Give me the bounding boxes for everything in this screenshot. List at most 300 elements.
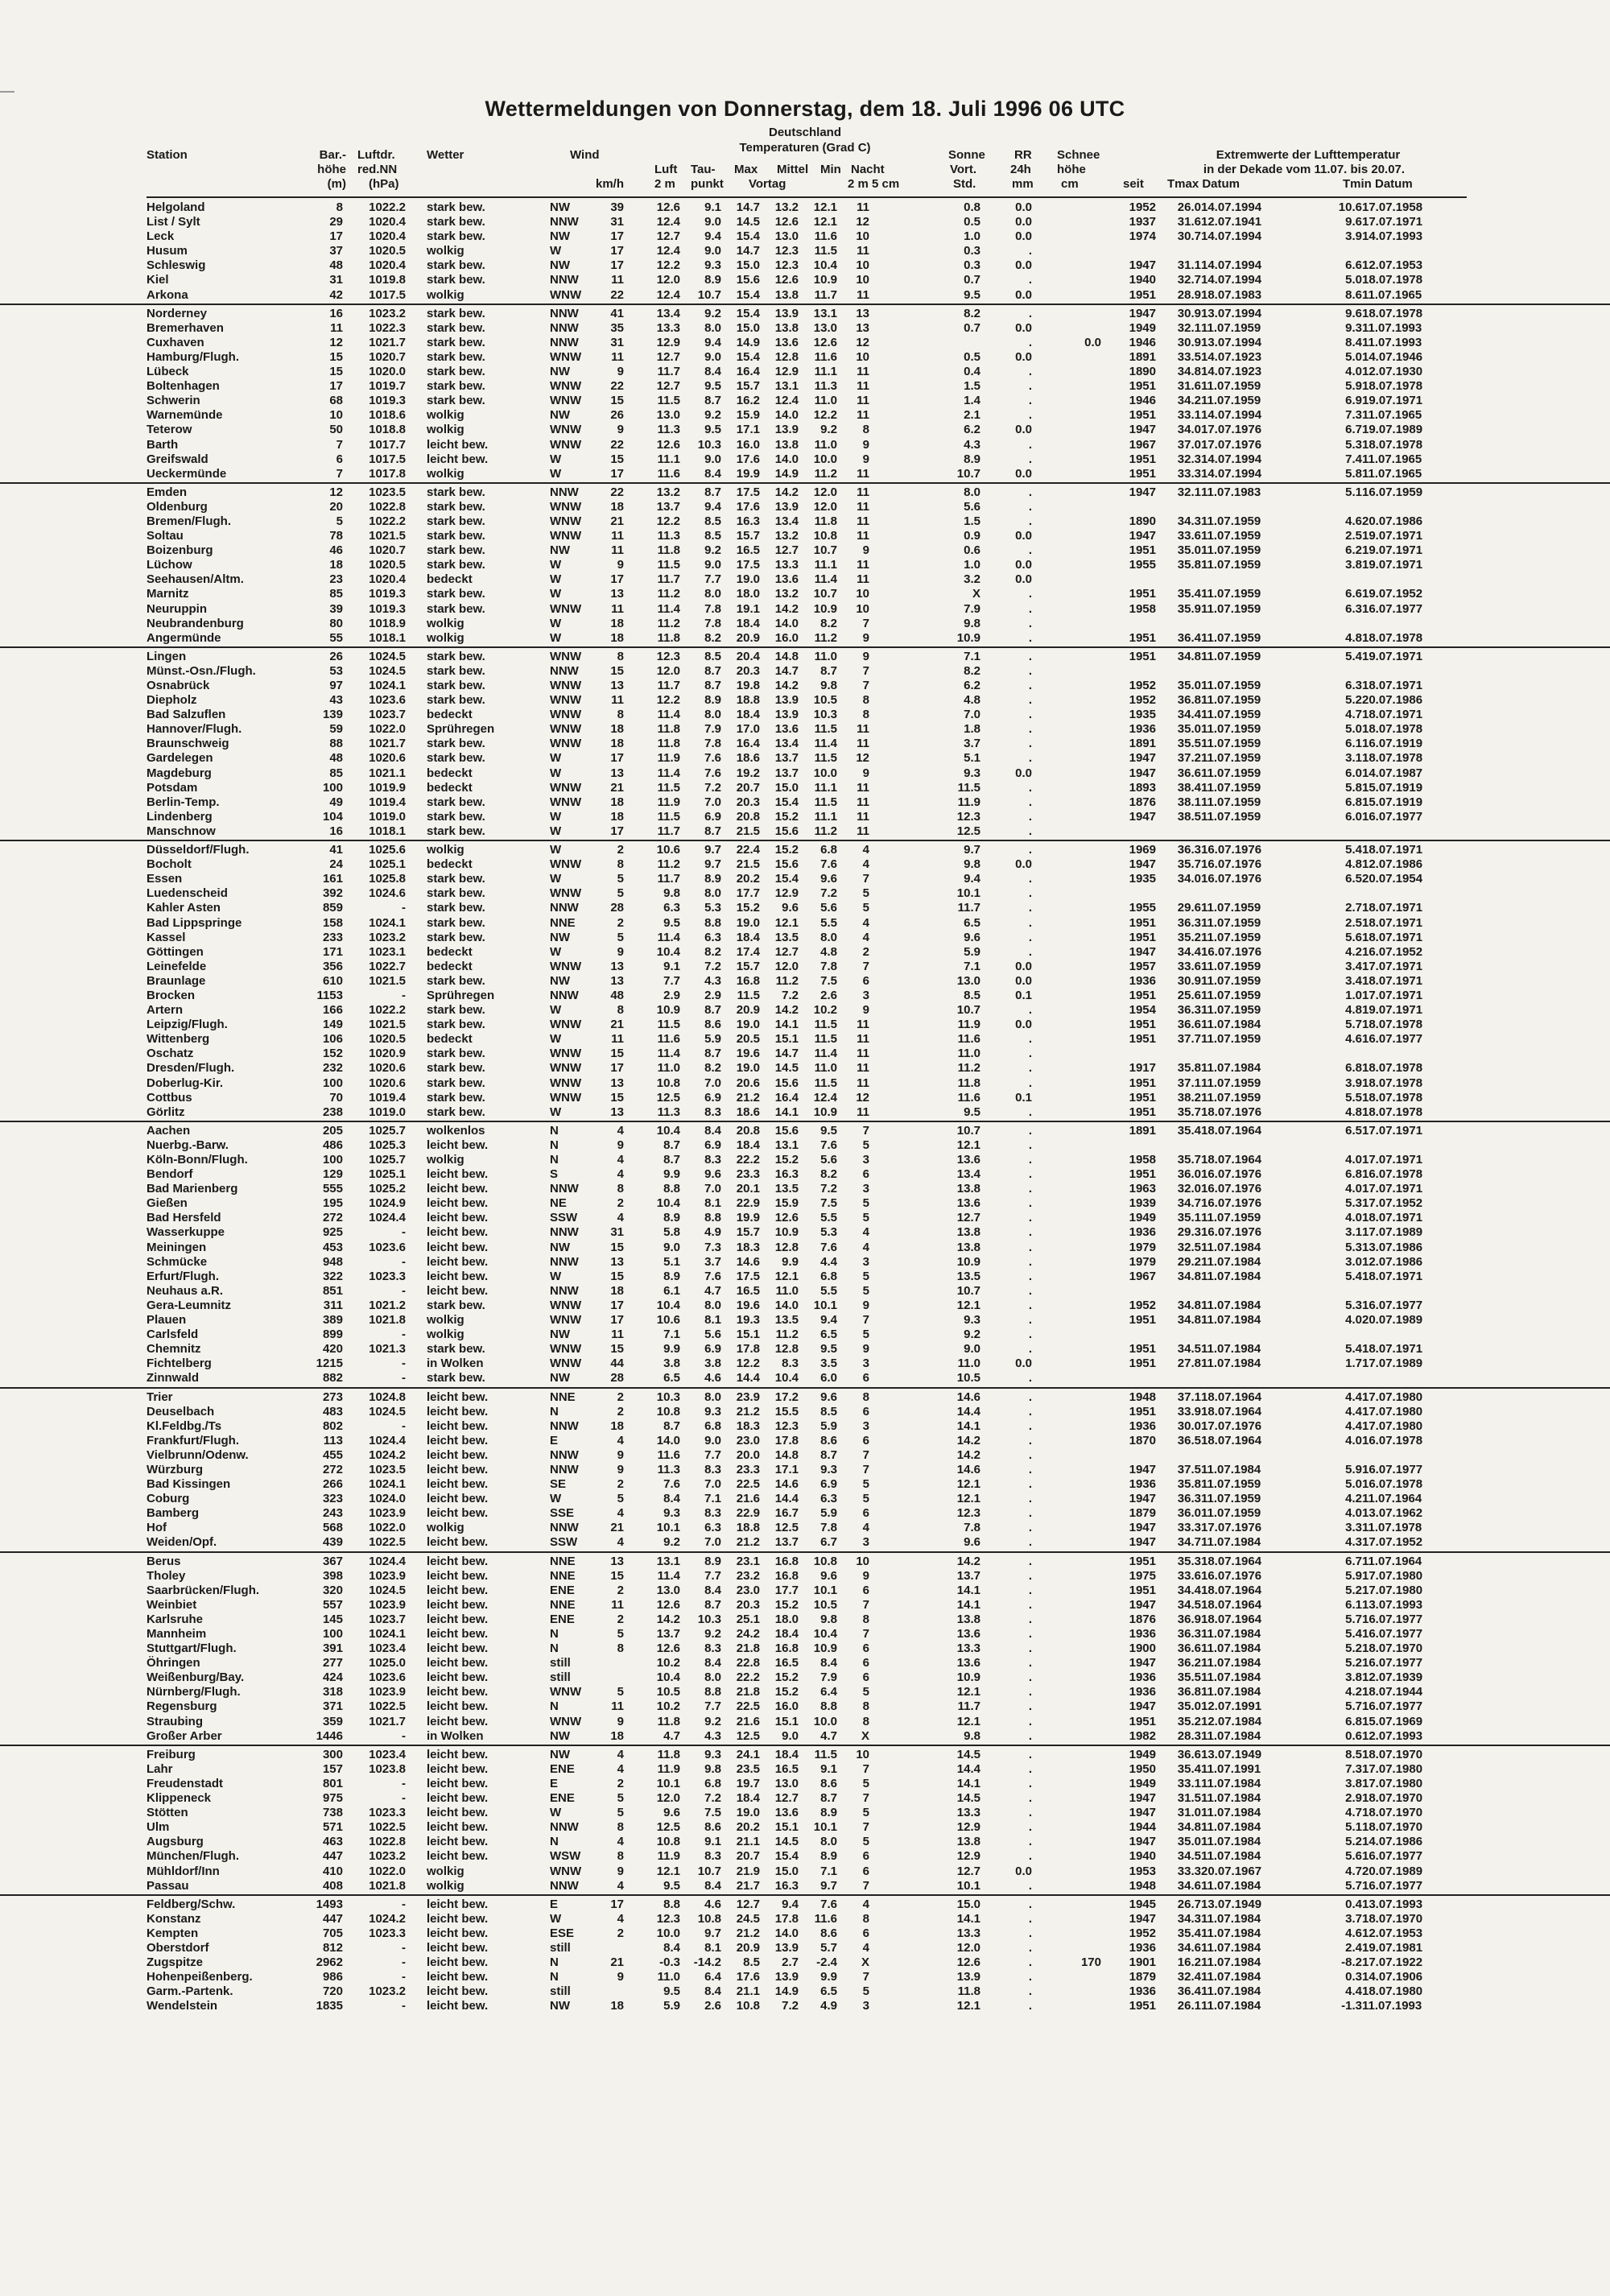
cell-dew-point: 7.7 <box>704 1699 721 1714</box>
table-row <box>0 529 1610 543</box>
cell-night-2m: 11 <box>857 466 869 481</box>
cell-temp-max: 19.7 <box>736 1776 760 1790</box>
cell-tmin-value: 1.7 <box>1345 1357 1362 1371</box>
cell-wind-direction: SSE <box>550 1506 575 1521</box>
table-row <box>0 1091 1610 1105</box>
table-row <box>0 602 1610 617</box>
table-row <box>0 244 1610 258</box>
cell-weather: stark bew. <box>427 365 485 379</box>
cell-wind-speed: 28 <box>610 901 624 915</box>
cell-wind-direction: WNW <box>550 1342 582 1357</box>
cell-air-temp: 4.7 <box>663 1728 680 1743</box>
cell-night-2m: 2 <box>862 944 869 959</box>
cell-dew-point: 9.4 <box>704 229 721 244</box>
cell-wind-direction: N <box>550 1699 559 1714</box>
cell-precipitation: . <box>1028 722 1032 737</box>
cell-tmin-value: 5.0 <box>1345 273 1362 287</box>
cell-tmin-value: 5.0 <box>1345 1477 1362 1492</box>
cell-night-2m: 7 <box>862 1447 869 1462</box>
cell-air-temp: 8.7 <box>663 1418 680 1433</box>
table-row <box>0 1390 1610 1405</box>
cell-sunshine: 3.7 <box>964 737 980 751</box>
cell-wind-direction: NNW <box>550 1521 579 1535</box>
cell-station: Mannheim <box>147 1627 207 1641</box>
cell-air-temp: 13.4 <box>656 306 680 320</box>
cell-tmin-value: 5.4 <box>1345 1627 1362 1641</box>
cell-temp-max: 14.5 <box>736 215 760 229</box>
cell-sunshine: 11.7 <box>957 901 980 915</box>
header-rr2: 24h <box>1010 163 1031 176</box>
cell-barometer-height: 8 <box>336 200 343 214</box>
cell-night-2m: 9 <box>862 543 869 558</box>
cell-wind-speed: 2 <box>617 1583 624 1597</box>
cell-temp-min: 6.9 <box>820 1477 837 1492</box>
cell-air-temp: 11.6 <box>657 466 680 481</box>
cell-pressure: - <box>402 988 406 1002</box>
cell-sunshine: 13.8 <box>956 1612 980 1626</box>
cell-temp-mean: 12.8 <box>774 1240 799 1254</box>
cell-night-2m: 6 <box>862 1670 869 1685</box>
cell-temp-min: 5.6 <box>820 1153 837 1167</box>
cell-weather: stark bew. <box>427 587 485 601</box>
cell-precipitation: . <box>1028 649 1032 663</box>
cell-record-since: 1893 <box>1129 780 1156 795</box>
header-tmin: Tmin Datum <box>1343 177 1413 191</box>
cell-wind-direction: NNW <box>550 306 579 320</box>
cell-air-temp: 12.3 <box>656 1911 680 1926</box>
cell-tmin-date: 15.07.1969 <box>1362 1714 1423 1728</box>
cell-night-2m: 5 <box>862 1835 869 1849</box>
cell-pressure: - <box>402 1328 406 1342</box>
cell-tmax-value: 35.2 <box>1177 930 1201 944</box>
cell-tmax-date: 11.07.1959 <box>1201 601 1261 616</box>
cell-tmax-value: 37.0 <box>1177 437 1201 452</box>
cell-temp-mean: 13.6 <box>774 1806 799 1820</box>
cell-wind-direction: NW <box>550 1728 570 1743</box>
cell-tmax-value: 33.1 <box>1177 1776 1201 1790</box>
cell-tmin-date: 20.07.1986 <box>1362 514 1423 528</box>
cell-temp-max: 23.5 <box>736 1761 760 1776</box>
cell-record-since: 1946 <box>1129 335 1156 349</box>
cell-weather: leicht bew. <box>427 1670 489 1685</box>
cell-night-2m: 11 <box>857 1061 869 1076</box>
cell-record-since: 1953 <box>1129 1864 1156 1878</box>
cell-tmin-date: 20.07.1986 <box>1362 693 1423 708</box>
cell-precipitation: . <box>1028 1641 1032 1656</box>
cell-barometer-height: 899 <box>322 1328 343 1342</box>
cell-record-since: 1952 <box>1129 1926 1156 1940</box>
cell-sunshine: 14.1 <box>956 1583 980 1597</box>
cell-barometer-height: 447 <box>322 1849 343 1864</box>
cell-weather: wolkig <box>427 843 464 857</box>
cell-night-2m: 13 <box>856 306 869 320</box>
cell-wind-speed: 18 <box>610 737 624 751</box>
cell-precipitation: . <box>1028 1492 1032 1506</box>
cell-tmax-value: 35.7 <box>1177 857 1201 872</box>
cell-night-2m: 3 <box>862 1535 869 1550</box>
cell-weather: stark bew. <box>427 1076 485 1090</box>
cell-weather: bedeckt <box>427 708 473 722</box>
cell-dew-point: 9.1 <box>704 200 721 214</box>
cell-precipitation: . <box>1028 1670 1032 1685</box>
cell-tmin-date: 19.07.1952 <box>1362 587 1423 601</box>
cell-dew-point: 9.5 <box>704 423 721 437</box>
header-luft3: (hPa) <box>369 177 399 191</box>
cell-temp-min: 12.2 <box>813 408 837 423</box>
cell-weather: stark bew. <box>427 930 485 944</box>
cell-pressure: 1022.2 <box>369 514 406 528</box>
cell-temp-max: 19.0 <box>736 1018 760 1032</box>
cell-temp-max: 18.3 <box>736 1240 760 1254</box>
cell-dew-point: 6.9 <box>704 1138 721 1152</box>
cell-dew-point: 9.5 <box>704 379 721 394</box>
table-row <box>0 1167 1610 1182</box>
cell-tmin-value: 4.0 <box>1345 1153 1362 1167</box>
cell-air-temp: 11.7 <box>657 872 680 886</box>
table-row <box>0 423 1610 437</box>
cell-weather: in Wolken <box>427 1728 484 1743</box>
cell-tmin-value: 4.4 <box>1345 1390 1362 1404</box>
cell-precipitation: . <box>1028 1477 1032 1492</box>
table-row <box>0 872 1610 886</box>
cell-pressure: 1023.9 <box>369 1506 406 1521</box>
cell-dew-point: 8.0 <box>704 708 721 722</box>
cell-weather: stark bew. <box>427 543 485 558</box>
cell-tmax-value: 32.4 <box>1177 1970 1201 1984</box>
cell-night-2m: 11 <box>857 558 869 572</box>
cell-temp-max: 20.9 <box>736 1940 760 1955</box>
cell-pressure: 1023.6 <box>369 1670 406 1685</box>
cell-night-2m: 8 <box>862 693 869 708</box>
cell-night-2m: X <box>861 1955 869 1970</box>
cell-weather: stark bew. <box>427 751 485 766</box>
cell-temp-min: 7.5 <box>820 973 837 988</box>
cell-station: Berus <box>147 1554 181 1568</box>
cell-dew-point: 4.9 <box>704 1225 721 1240</box>
cell-night-2m: 4 <box>862 843 869 857</box>
cell-tmin-value: 4.2 <box>1345 1685 1362 1699</box>
cell-tmin-date: 12.07.1953 <box>1362 1926 1423 1940</box>
cell-precipitation: . <box>1028 437 1032 452</box>
cell-pressure: 1021.7 <box>369 1714 406 1728</box>
cell-tmax-date: 13.07.1994 <box>1201 306 1262 320</box>
cell-temp-mean: 13.8 <box>774 320 799 335</box>
cell-weather: stark bew. <box>427 601 485 616</box>
cell-pressure: 1022.5 <box>369 1699 406 1714</box>
cell-wind-speed: 5 <box>617 1791 624 1806</box>
cell-dew-point: 8.7 <box>704 663 721 678</box>
cell-wind-speed: 4 <box>617 1153 624 1167</box>
header-nacht: Nacht <box>851 163 885 176</box>
cell-sunshine: 12.3 <box>956 809 980 824</box>
cell-tmax-date: 16.07.1976 <box>1201 872 1262 886</box>
cell-pressure: 1023.5 <box>369 1462 406 1476</box>
cell-temp-mean: 13.9 <box>774 693 799 708</box>
cell-air-temp: 13.2 <box>656 485 680 499</box>
cell-record-since: 1951 <box>1129 1404 1156 1418</box>
cell-wind-direction: W <box>550 944 562 959</box>
cell-precipitation: . <box>1028 1047 1032 1061</box>
cell-barometer-height: 41 <box>329 843 343 857</box>
cell-station: Meiningen <box>147 1240 207 1254</box>
cell-air-temp: 12.7 <box>656 229 680 244</box>
cell-temp-min: 7.2 <box>820 886 837 901</box>
cell-tmin-date: 11.07.1965 <box>1362 408 1422 423</box>
cell-weather: stark bew. <box>427 1047 485 1061</box>
cell-station: Magdeburg <box>147 766 212 780</box>
cell-pressure: 1023.3 <box>369 1926 406 1940</box>
cell-temp-max: 21.1 <box>736 1835 760 1849</box>
cell-night-2m: 11 <box>857 529 869 543</box>
cell-tmin-date: 17.07.1971 <box>1362 1153 1423 1167</box>
cell-air-temp: 10.9 <box>656 1003 680 1018</box>
cell-dew-point: 6.9 <box>704 1342 721 1357</box>
cell-barometer-height: 1446 <box>316 1728 343 1743</box>
cell-tmin-date: 16.07.1978 <box>1362 1167 1423 1182</box>
cell-tmin-value: 6.3 <box>1345 679 1362 692</box>
cell-tmin-date: 18.07.1970 <box>1362 1820 1423 1835</box>
cell-tmin-date: 18.07.1944 <box>1362 1685 1423 1699</box>
cell-temp-mean: 7.2 <box>782 988 799 1002</box>
cell-tmax-value: 35.9 <box>1177 601 1201 616</box>
cell-wind-speed: 2 <box>617 915 624 930</box>
cell-temp-mean: 15.2 <box>774 1153 799 1167</box>
cell-tmin-value: 5.7 <box>1345 1878 1362 1893</box>
header-bar3: (m) <box>327 177 346 191</box>
cell-wind-direction: NNE <box>550 1554 576 1568</box>
cell-wind-speed: 5 <box>617 1492 624 1506</box>
cell-station: Hamburg/Flugh. <box>147 349 239 364</box>
header-tau1: Tau- <box>691 163 716 176</box>
cell-wind-speed: 21 <box>610 1955 624 1970</box>
cell-sunshine: 7.9 <box>964 601 980 616</box>
header-schnee2: höhe <box>1057 163 1086 176</box>
cell-temp-min: 10.9 <box>813 1641 837 1656</box>
cell-night-2m: 7 <box>862 872 869 886</box>
cell-tmax-date: 16.07.1976 <box>1201 1182 1262 1196</box>
cell-pressure: 1022.3 <box>369 320 406 335</box>
cell-temp-min: 10.9 <box>813 273 837 287</box>
cell-temp-mean: 14.1 <box>774 1018 799 1032</box>
cell-weather: leicht bew. <box>427 1970 489 1984</box>
cell-wind-speed: 31 <box>610 335 624 349</box>
cell-temp-mean: 16.7 <box>774 1506 799 1521</box>
cell-precipitation: . <box>1028 1911 1032 1926</box>
cell-precipitation: . <box>1028 1926 1032 1940</box>
header-kmh: km/h <box>596 177 625 191</box>
cell-precipitation: . <box>1028 1283 1032 1298</box>
cell-tmin-date: 17.07.1980 <box>1362 1404 1423 1418</box>
cell-temp-mean: 15.6 <box>774 824 799 838</box>
cell-air-temp: 2.9 <box>663 988 680 1002</box>
table-row <box>0 467 1610 481</box>
cell-temp-max: 18.6 <box>736 751 760 766</box>
cell-precipitation: . <box>1028 1182 1032 1196</box>
cell-night-2m: 4 <box>862 1940 869 1955</box>
cell-wind-direction: WNW <box>550 649 582 663</box>
cell-wind-direction: E <box>550 1776 559 1790</box>
cell-wind-speed: 11 <box>611 543 624 558</box>
cell-night-2m: 9 <box>862 649 869 663</box>
cell-temp-max: 16.8 <box>736 973 760 988</box>
cell-tmax-value: 35.7 <box>1177 1153 1201 1167</box>
cell-air-temp: 9.5 <box>663 915 680 930</box>
cell-station: Warnemünde <box>147 408 223 423</box>
cell-tmax-value: 30.9 <box>1177 306 1201 320</box>
cell-station: Bad Hersfeld <box>147 1211 221 1225</box>
cell-barometer-height: 100 <box>322 780 343 795</box>
cell-tmax-value: 31.0 <box>1177 1806 1201 1820</box>
cell-night-2m: 9 <box>862 1298 869 1312</box>
cell-dew-point: 8.9 <box>704 872 721 886</box>
station-group <box>0 200 1610 303</box>
cell-air-temp: 10.4 <box>656 1196 680 1211</box>
cell-pressure: 1020.5 <box>369 558 406 572</box>
cell-tmax-date: 11.07.1959 <box>1201 930 1261 944</box>
cell-wind-direction: WNW <box>550 1018 582 1032</box>
cell-tmax-value: 36.6 <box>1177 766 1201 780</box>
cell-temp-min: 5.7 <box>820 1940 837 1955</box>
cell-temp-max: 20.3 <box>736 795 760 809</box>
cell-wind-speed: 4 <box>617 1911 624 1926</box>
cell-dew-point: 7.1 <box>704 1492 721 1506</box>
cell-tmin-value: 5.9 <box>1345 379 1362 394</box>
cell-pressure: 1023.3 <box>369 1806 406 1820</box>
cell-sunshine: 6.5 <box>964 915 980 930</box>
cell-tmin-value: 9.6 <box>1345 215 1362 229</box>
cell-temp-max: 12.2 <box>736 1357 760 1371</box>
cell-barometer-height: 157 <box>322 1761 343 1776</box>
cell-station: Mühldorf/Inn <box>147 1864 220 1878</box>
cell-temp-min: 11.5 <box>814 1747 837 1761</box>
cell-temp-mean: 11.2 <box>775 1328 799 1342</box>
cell-night-2m: 11 <box>857 394 869 408</box>
cell-dew-point: 4.3 <box>704 1728 721 1743</box>
cell-weather: leicht bew. <box>427 452 489 466</box>
cell-weather: stark bew. <box>427 529 485 543</box>
table-row <box>0 1849 1610 1864</box>
cell-tmin-date: 17.07.1980 <box>1362 1418 1423 1433</box>
cell-barometer-height: 48 <box>329 751 343 766</box>
cell-air-temp: 11.2 <box>657 587 680 601</box>
cell-pressure: 1021.5 <box>369 529 406 543</box>
cell-tmax-value: 36.0 <box>1177 1167 1201 1182</box>
cell-tmax-value: 35.1 <box>1177 1211 1201 1225</box>
cell-tmax-date: 20.07.1967 <box>1201 1864 1262 1878</box>
cell-record-since: 1975 <box>1129 1568 1156 1583</box>
cell-tmax-date: 14.07.1923 <box>1201 365 1262 379</box>
cell-night-2m: 7 <box>862 679 869 692</box>
cell-air-temp: 11.3 <box>657 423 680 437</box>
cell-record-since: 1957 <box>1129 959 1156 973</box>
cell-temp-min: 9.5 <box>820 1342 837 1357</box>
table-row <box>0 452 1610 467</box>
cell-sunshine: 13.9 <box>956 1970 980 1984</box>
cell-precipitation: . <box>1028 708 1032 722</box>
cell-record-since: 1939 <box>1129 1196 1156 1211</box>
cell-station: Emden <box>147 485 188 499</box>
cell-precipitation: . <box>1028 795 1032 809</box>
cell-station: Gardelegen <box>147 751 213 766</box>
cell-temp-max: 8.5 <box>743 1955 760 1970</box>
cell-barometer-height: 97 <box>329 679 343 692</box>
cell-wind-speed: 17 <box>610 751 624 766</box>
cell-temp-mean: 16.8 <box>774 1641 799 1656</box>
cell-wind-speed: 9 <box>617 365 624 379</box>
cell-tmax-date: 11.07.1984 <box>1201 1627 1261 1641</box>
cell-dew-point: 8.0 <box>704 320 721 335</box>
cell-record-since: 1876 <box>1129 1612 1156 1626</box>
cell-wind-speed: 18 <box>610 1728 624 1743</box>
cell-record-since: 1954 <box>1129 1003 1156 1018</box>
cell-sunshine: 10.9 <box>956 630 980 645</box>
header-sonne3: Std. <box>953 177 976 191</box>
cell-record-since: 1951 <box>1129 988 1156 1002</box>
cell-record-since: 1951 <box>1129 1018 1156 1032</box>
table-row <box>0 1419 1610 1434</box>
cell-dew-point: 7.0 <box>704 1535 721 1550</box>
cell-dew-point: 9.0 <box>704 244 721 258</box>
cell-temp-min: 8.6 <box>820 1926 837 1940</box>
cell-sunshine: 8.2 <box>964 663 980 678</box>
cell-tmax-value: 26.0 <box>1177 200 1201 214</box>
cell-air-temp: -0.3 <box>659 1955 680 1970</box>
cell-weather: stark bew. <box>427 1342 485 1357</box>
cell-night-2m: 6 <box>862 1371 869 1385</box>
cell-tmax-value: 31.5 <box>1177 1791 1201 1806</box>
cell-precipitation: . <box>1028 843 1032 857</box>
cell-temp-mean: 15.2 <box>774 1685 799 1699</box>
cell-temp-max: 10.8 <box>736 1999 760 2013</box>
cell-tmin-date: 11.07.1964 <box>1362 1492 1422 1506</box>
cell-tmin-value: 2.5 <box>1345 915 1362 930</box>
cell-pressure: 1023.4 <box>369 1747 406 1761</box>
cell-dew-point: 2.6 <box>704 1999 721 2013</box>
cell-record-since: 1947 <box>1129 1462 1156 1476</box>
cell-dew-point: 8.3 <box>704 1105 721 1119</box>
cell-night-2m: 5 <box>862 1211 869 1225</box>
cell-barometer-height: 80 <box>329 616 343 630</box>
cell-weather: leicht bew. <box>427 1641 489 1656</box>
cell-wind-direction: W <box>550 751 562 766</box>
cell-record-since: 1951 <box>1129 630 1156 645</box>
cell-tmax-date: 18.07.1964 <box>1201 1597 1262 1612</box>
cell-tmax-value: 34.0 <box>1177 872 1201 886</box>
cell-barometer-height: 129 <box>322 1167 343 1182</box>
cell-station: Carlsfeld <box>147 1328 199 1342</box>
cell-dew-point: 8.7 <box>704 1047 721 1061</box>
cell-station: Würzburg <box>147 1462 203 1476</box>
cell-wind-speed: 44 <box>610 1357 624 1371</box>
cell-temp-mean: 15.4 <box>774 795 799 809</box>
cell-tmin-date: 17.07.1971 <box>1362 215 1423 229</box>
cell-pressure: 1020.0 <box>369 365 406 379</box>
cell-station: Angermünde <box>147 630 221 645</box>
table-row <box>0 664 1610 679</box>
cell-wind-speed: 18 <box>610 499 624 514</box>
cell-temp-mean: 17.1 <box>774 1462 799 1476</box>
cell-temp-min: 11.3 <box>814 379 837 394</box>
cell-station: Potsdam <box>147 780 198 795</box>
cell-tmin-value: 4.8 <box>1345 1003 1362 1018</box>
cell-record-since: 1967 <box>1129 437 1156 452</box>
cell-precipitation: . <box>1028 1404 1032 1418</box>
cell-weather: stark bew. <box>427 215 485 229</box>
cell-weather: wolkig <box>427 466 464 481</box>
cell-temp-mean: 10.4 <box>774 1371 799 1385</box>
cell-tmin-value: 5.4 <box>1345 843 1362 857</box>
cell-tmin-date: 17.07.1980 <box>1362 1390 1423 1404</box>
